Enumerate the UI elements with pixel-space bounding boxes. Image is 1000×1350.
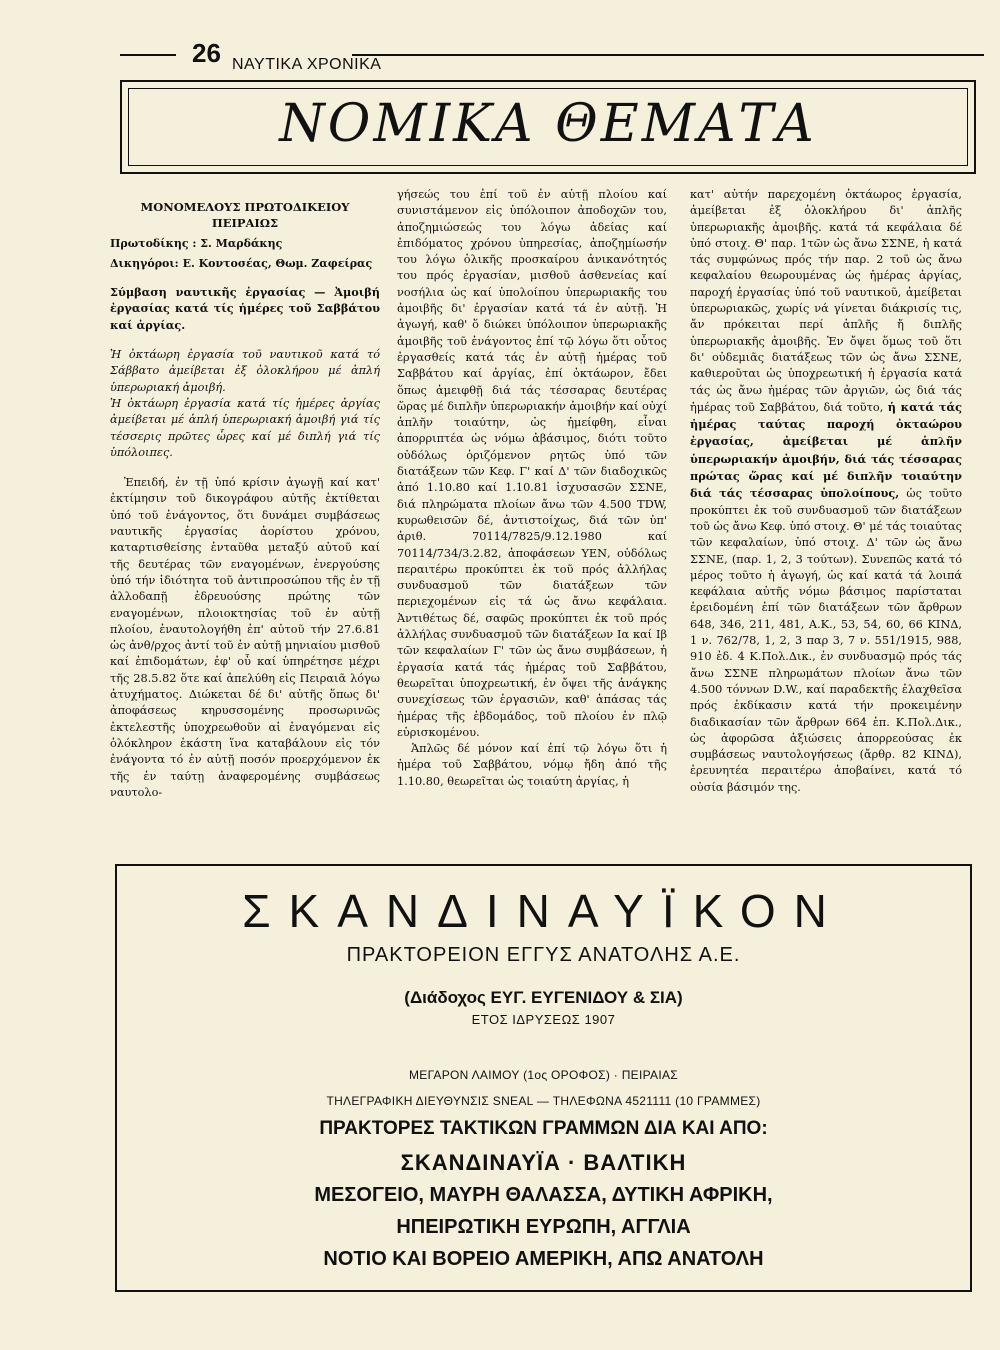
- case-summary-2: Ἡ ὀκτάωρη ἐργασία κατά τίς ἡμέρες ἀργίας ἀμείβεται μέ ἁπλή ὑπερωριακή ἀμοιβή γιά τίς τέσσερις πρῶτες ὧρες καί μέ διπλή γιά τίς ὑπόλοιπες.: [110, 396, 380, 459]
- article-column-1: [110, 187, 380, 801]
- ad-agency: ΠΡΑΚΤΟΡΕΙΟΝ ΕΓΓΥΣ ΑΝΑΤΟΛΗΣ Α.Ε.: [346, 944, 741, 966]
- header-rule-left: [120, 54, 176, 56]
- article-body-part-3: Ἁπλῶς δέ μόνον καί ἐπί τῷ λόγω ὅτι ἡ ἡμέρα τοῦ Σαββάτου, νόμῳ ἤδη ἀπό τῆς 1.10.80, θεωρεῖται ὡς τοιαύτη ἀργίας, ἡ: [397, 742, 667, 788]
- ad-destination: ΗΠΕΙΡΩΤΙΚΗ ΕΥΡΩΠΗ, ΑΓΓΛΙΑ: [396, 1216, 691, 1238]
- case-headnote: Σύμβαση ναυτικῆς ἐργασίας — Ἀμοιβή ἐργασίας κατά τίς ἡμέρες τοῦ Σαββάτου καί ἀργίας.: [110, 285, 380, 332]
- article-ruling-highlight: ἡ κατά τάς ἡμέρας ταύτας παροχή ὀκταώρου ἐργασίας, ἀμείβεται μέ ἁπλῆν ὑπερωριακήν ἀμοιβήν, διά τάς τέσσαρας πρώτας ὥρας καί μέ διπλῆν τοιαύτην διά τάς τέσσαρας ὑπολοίπους,: [690, 399, 963, 501]
- article-text-b: ὡς τοῦτο προκύπτει ἐκ τοῦ συνδυασμοῦ τῶν διατάξεων τοῦ ὡς ἄνω Κεφ. ὑπό στοιχ. Θ' μέ τάς τοιαύτας τῶν κεφαλαίων, ὑπό στοιχ. Δ' τῶν ὡς ἄνω ΣΣΝΕ, (παρ. 1, 2, 3 τούτων). Συνεπῶς κατά τό μέρος τοῦτο ἡ ἀγωγή, ὡς καί κατά τά λοιπά κεφάλαια αὐτῆς νόμω βάσιμος παρίσταται ἐρειδομένη ἐπί τῶν διατάξεων τῶν ἄρθρων 648, 346, 211, 481, Α.Κ., 53, 54, 60, 66 ΚΙΝΔ, 1 ν. 762/78, 1, 2, 3 παρ 3, 7 ν. 551/1915, 988, 910 ἐδ. 4 Κ.Πολ.Δικ., ἐν συνδυασμῷ πρός τάς ἄνω ΣΣΝΕ πληρωμάτων πλοίων ἄνω τῶν 4.500 τόννων D.W., καί παραδεκτῆς ἐλαχθεῖσα πρός ἐκδίκασιν κατά τήν προκειμένην διαδικασίαν τῶν ἄρθρων 664 ἑπ. Κ.Πολ.Δικ., ὡς ἀφορῶσα ἀξιώσεις ἀπορρεούσας ἐκ συμβάσεως ναυτολογήσεως (ἄρθρ. 82 ΚΙΝΔ), ἐρευνητέα περαιτέρω ἀποβαίνει, κατά τό οὐσία βάσιμόν της.: [690, 487, 962, 794]
- advertisement: [115, 864, 972, 1292]
- article-body-part-1: Ἐπειδή, ἐν τῇ ὑπό κρίσιν ἀγωγῇ καί κατ' ἐκτίμησιν τοῦ δικογράφου αὐτῆς ἐκτίθεται ὑπό τοῦ ἐνάγοντος, ὅτι δυνάμει συμβάσεως ναυτικῆς ἐργασίας ἀορίστου χρόνου, καταρτισθείσης ἐνταῦθα μεταξύ αὐτοῦ καί τῆς δευτέρας τῶν εναγομένων, ἐνεργούσης ὑπό τήν ἰδιότητα τοῦ ἀντιπροσώπου τῆς ἐν τῇ ἀλλοδαπῇ ἑδρευούσης πρώτης τῶν εναγομένων, πλοιοκτησίας τοῦ ἐν αὐτῇ πλοίου, ἐναυτολογήθη ἐπ' αὐτοῦ τήν 27.6.81 ὡς ἀνθ/ρχος ἀντί τοῦ ἐν αὐτῇ μηνιαίου μισθοῦ καί ἐπιδομάτων, ἐφ' οὗ καί ὑπηρέτησε μέχρι τῆς 28.5.82 ὅτε καί ἀπελύθη εἰς Πειραιᾶ λόγω ἀτυχήματος. Διώκεται δέ δι' αὐτῆς ὅπως δι' ἀποφάσεως κηρυσσομένης προσωρινῶς ἐκτελεστῆς ὑποχρεωθοῦν αἱ ἐναγόμεναι εἰς ὁλόκληρον ἑκάστη ἵνα καταβάλουν εἰς τόν ἐνάγοντα τό ἐν αὐτῇ ποσόν προερχόμενον ἐκ τῆς ἐν ταύτῃ ἀναφερομένης συμβάσεως ναυτολο-: [110, 476, 380, 799]
- ad-destination: ΣΚΑΝΔΙΝΑΥΪΑ · ΒΑΛΤΙΚΗ: [400, 1150, 687, 1175]
- publication-name: ΝΑΥΤΙΚΑ ΧΡΟΝΙΚΑ: [232, 56, 382, 73]
- section-banner: [120, 80, 976, 174]
- ad-brand: ΣΚΑΝΔΙΝΑΥΪΚΟΝ: [242, 885, 845, 937]
- ad-destination: ΜΕΣΟΓΕΙΟ, ΜΑΥΡΗ ΘΑΛΑΣΣΑ, ΔΥΤΙΚΗ ΑΦΡΙΚΗ,: [314, 1184, 773, 1206]
- header-rule-right: [352, 54, 984, 56]
- article-body-part-4: [690, 187, 962, 796]
- article-column-3: [690, 187, 962, 796]
- article-column-2: [397, 187, 667, 790]
- running-header: [120, 38, 984, 73]
- case-summary-1: Ἡ ὀκτάωρη ἐργασία τοῦ ναυτικοῦ κατά τό Σάββατο ἀμείβεται ἐξ ὁλοκλήρου μέ ἁπλή ὑπερωριακή ἀμοιβή.: [110, 348, 380, 394]
- ad-address: ΜΕΓΑΡΟΝ ΛΑΙΜΟΥ (1ος ΟΡΟΦΟΣ) · ΠΕΙΡΑΙΑΣ: [408, 1068, 678, 1082]
- ad-agents-line: ΠΡΑΚΤΟΡΕΣ ΤΑΚΤΙΚΩΝ ΓΡΑΜΜΩΝ ΔΙΑ ΚΑΙ ΑΠΟ:: [319, 1118, 768, 1139]
- ad-established: ΕΤΟΣ ΙΔΡΥΣΕΩΣ 1907: [471, 1012, 616, 1027]
- court-name: ΜΟΝΟΜΕΛΟΥΣ ΠΡΩΤΟΔΙΚΕΙΟΥ ΠΕΙΡΑΙΩΣ: [140, 200, 350, 231]
- lawyers-line: Δικηγόροι: Ε. Κοντοσέας, Θωμ. Ζαφείρας: [110, 256, 373, 270]
- ad-destination: ΝΟΤΙΟ ΚΑΙ ΒΟΡΕΙΟ ΑΜΕΡΙΚΗ, ΑΠΩ ΑΝΑΤΟΛΗ: [323, 1248, 764, 1270]
- judge-line: Πρωτοδίκης : Σ. Μαρδάκης: [110, 236, 283, 250]
- ad-contact: ΤΗΛΕΓΡΑΦΙΚΗ ΔΙΕΥΘΥΝΣΙΣ SNEAL — ΤΗΛΕΦΩΝΑ 4521111 (10 ΓΡΑΜΜΕΣ): [326, 1094, 761, 1108]
- ad-successor: (Διάδοχος ΕΥΓ. ΕΥΓΕΝΙΔΟΥ & ΣΙΑ): [404, 988, 683, 1007]
- article-body-part-2: γήσεώς του ἐπί τοῦ ἐν αὐτῇ πλοίου καί συνιστάμενον εἰς ὑπόλοιπον ἀποδοχῶν του, ἀποζημιώσεώς του λόγω ἀδείας καί ἐπιδόματος χρόνου ὑπηρεσίας, ἀποζημίωσήν του λόγω ὁλικῆς προσκαίρου ἀνικανότητός του πρός ἐργασίαν, μισθοῦ ἀσθενείας καί νοσήλια ὡς καί ὑπολοίπου ὑπερωριακῆς του ἀμοιβῆς δι' ἐργασίαν κατά τά ἐν αὐτῇ. Ἡ ἀγωγή, καθ' ὅ διώκει ὑπόλοιπον ὑπερωριακῆς ἀμοιβῆς τοῦ ἐνάγοντος ἐπί τῷ λόγω ὅτι οὗτος ἐργασθείς κατά τάς ἐν αὐτῇ ἡμέρας τοῦ Σαββάτου καί ἀργίας, ἐπί ὀκτάωρον, ἔδει ὅπως ἀμειφθῇ διά τάς τέσσαρας δευτέρας ὥρας μέ διπλῆν ὑπερωριακήν ἀμοιβήν καί οὐχί ἁπλῆν τοιαύτην, ὡς ἠμείφθη, εἶναι ἀπορριπτέα ὡς νόμω ἀβάσιμος, διότι τοῦτο οὐδόλως ὁριζόμενον ρητῶς ὑπό τῶν διατάξεων τῶν Κεφ. Γ' καί Δ' τῶν διαδοχικῶς ἀπό 1.10.80 καί 1.10.81 ἰσχυσασῶν ΣΣΝΕ, διά πληρώματα πλοίων ἄνω τῶν 4.500 TDW, κυρωθεισῶν δέ, ἀντιστοίχως, διά τῶν ὑπ' ἀριθ. 70114/7825/9.12.1980 καί 70114/734/3.2.82, ἀποφάσεων ΥΕΝ, οὐδόλως περαιτέρω προκύπτει ἐκ τοῦ πρός ἀλλήλας συνδυασμοῦ τῶν διατάξεων τῶν περιεχομένων εἰς τά ὡς ἄνω κεφάλαια. Ἀντιθέτως δέ, σαφῶς προκύπτει ἐκ τοῦ πρός ἀλλήλας συνδυασμοῦ τῶν διατάξεων Ια καί Ιβ τῶν κεφαλαίων Γ' τῶν ὡς ἄνω συμβάσεων, ἡ ἐργασία κατά τάς ἡμέρας τοῦ Σαββάτου, θεωρεῖται ὑποχρεωτική, ἐν ὄψει τῆς ἀνάγκης συνεχίσεως τῶν ἐργασιῶν, καθ' ἁπάσας τάς ἡμέρας τῆς ἑβδομάδος, τοῦ πλοίου ἐν πλῷ εὑρισκομένου.: [397, 188, 667, 739]
- article-text-a: κατ' αὐτήν παρεχομένη ὀκτάωρος ἐργασία, ἀμείβεται ἐξ ὁλοκλήρου δι' ἁπλῆς ὑπερωριακῆς ἀμοιβῆς. κατά τά κεφάλαια δέ ὑπό στοιχ. Θ' παρ. 1τῶν ὡς ἄνω ΣΣΝΕ, ἡ κατά τάς συμφώνως πρός τήν παρ. 2 τοῦ ὡς ἄνω κεφαλαίου θεωρουμένας ὡς ἡμέρας ἀργίας, παροχή ἐργασίας ὑπό τοῦ ναυτικοῦ, ἀμείβεται ὑπερωριακῶς, χωρίς νά γίνεται διάκρισίς τις, ἄν πρόκειται περί ἁπλῆς ἤ διπλῆς ὑπερωριακῆς ἀμοιβῆς. Ἐν ὄψει ὅμως τοῦ ὅτι δι' οὐδεμιᾶς διατάξεως τῶν ὡς ἄνω ΣΣΝΕ, καθιεροῦται ὡς ὑποχρεωτική ἡ ἐργασία κατά τάς ὡς ἄνω ἡμέρας τῶν ἀργιῶν, ὡς διά τάς ἡμέρας τοῦ Σαββάτου, διά τοῦτο,: [690, 188, 962, 414]
- page-number: 26: [192, 38, 221, 68]
- section-title: ΝΟΜΙΚΑ ΘΕΜΑΤΑ: [279, 94, 817, 154]
